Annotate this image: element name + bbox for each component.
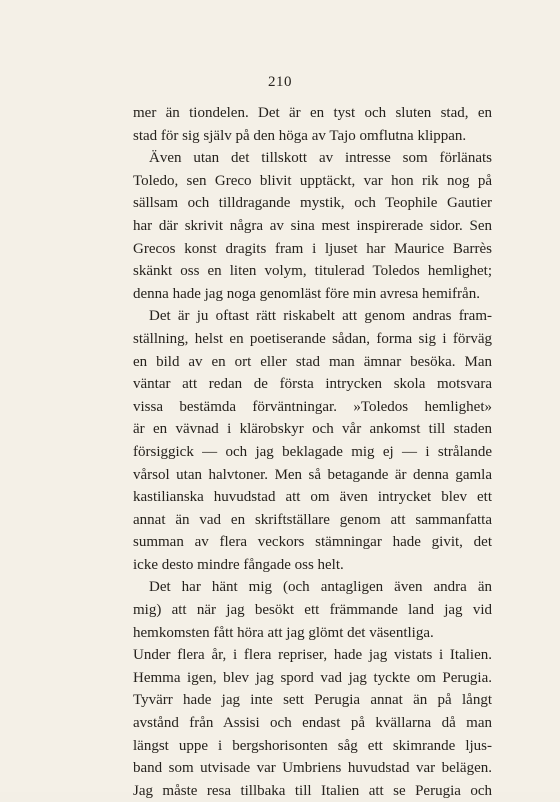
text-line: denna hade jag noga genomläst före min avresa hemifrån. bbox=[133, 285, 480, 302]
text-line: band som utvisade var Umbriens huvudstad var belägen. bbox=[133, 760, 492, 777]
text-line: avstånd från Assisi och endast på kvällarna då man bbox=[133, 715, 492, 732]
text-line: vårsol utan halvtoner. Men så betagande är denna gamla bbox=[133, 466, 492, 483]
text-line: stad för sig själv på den höga av Tajo omflutna klippan. bbox=[133, 127, 467, 144]
text-line: en bild av en ort eller stad man ämnar besöka. Man bbox=[133, 353, 492, 370]
text-line: Det har hänt mig (och antagligen även andra än bbox=[149, 579, 492, 596]
text-line: har där skrivit några av sina mest inspirerade sidor. Sen bbox=[133, 217, 492, 234]
text-line: Under flera år, i flera repriser, hade jag vistats i Italien. bbox=[133, 647, 492, 664]
text-line: hemkomsten fått höra att jag glömt det väsentliga. bbox=[133, 624, 434, 641]
body-text bbox=[133, 102, 492, 802]
text-line: Även utan det tillskott av intresse som förlänats bbox=[149, 150, 492, 167]
text-line: annat än vad en skriftställare genom att sammanfatta bbox=[133, 511, 492, 528]
text-line: Grecos konst dragits fram i ljuset har Maurice Barrès bbox=[133, 240, 492, 257]
text-line: sällsam och tilldragande mystik, och Teophile Gautier bbox=[133, 195, 492, 212]
text-line: skänkt oss en liten volym, titulerad Toledos hemlighet; bbox=[133, 263, 492, 280]
text-line: Det är ju oftast rätt riskabelt att genom andras fram- bbox=[149, 308, 492, 325]
text-line: Tyvärr hade jag inte sett Perugia annat än på långt bbox=[133, 692, 492, 709]
text-line: längst uppe i bergshorisonten såg ett skimrande ljus- bbox=[133, 737, 492, 754]
text-line: icke desto mindre fångade oss helt. bbox=[133, 556, 344, 573]
text-line: Jag måste resa tillbaka till Italien att se Perugia och bbox=[133, 782, 492, 799]
text-line: vissa bestämda förväntningar. »Toledos hemlighet» bbox=[133, 398, 492, 415]
text-line: mer än tiondelen. Det är en tyst och sluten stad, en bbox=[133, 105, 492, 121]
page-number: 210 bbox=[268, 74, 292, 90]
text-line: Hemma igen, blev jag spord vad jag tyckte om Perugia. bbox=[133, 669, 492, 686]
text-line: ställning, helst en poetiserande sådan, forma sig i förväg bbox=[133, 330, 492, 347]
text-line: väntar att redan de första intrycken skola motsvara bbox=[133, 376, 492, 393]
text-line: försiggick — och jag beklagade mig ej — i strålande bbox=[133, 443, 492, 460]
text-line: Toledo, sen Greco blivit upptäckt, var hon rik nog på bbox=[133, 172, 492, 189]
text-line: summan av flera veckors stämningar hade givit, det bbox=[133, 534, 492, 551]
text-line: kastilianska huvudstad att om även intrycket blev ett bbox=[133, 489, 492, 506]
text-line: är en vävnad i klärobskyr och vår ankomst till staden bbox=[133, 421, 492, 438]
text-line: mig) att när jag besökt ett främmande land jag vid bbox=[133, 602, 492, 619]
